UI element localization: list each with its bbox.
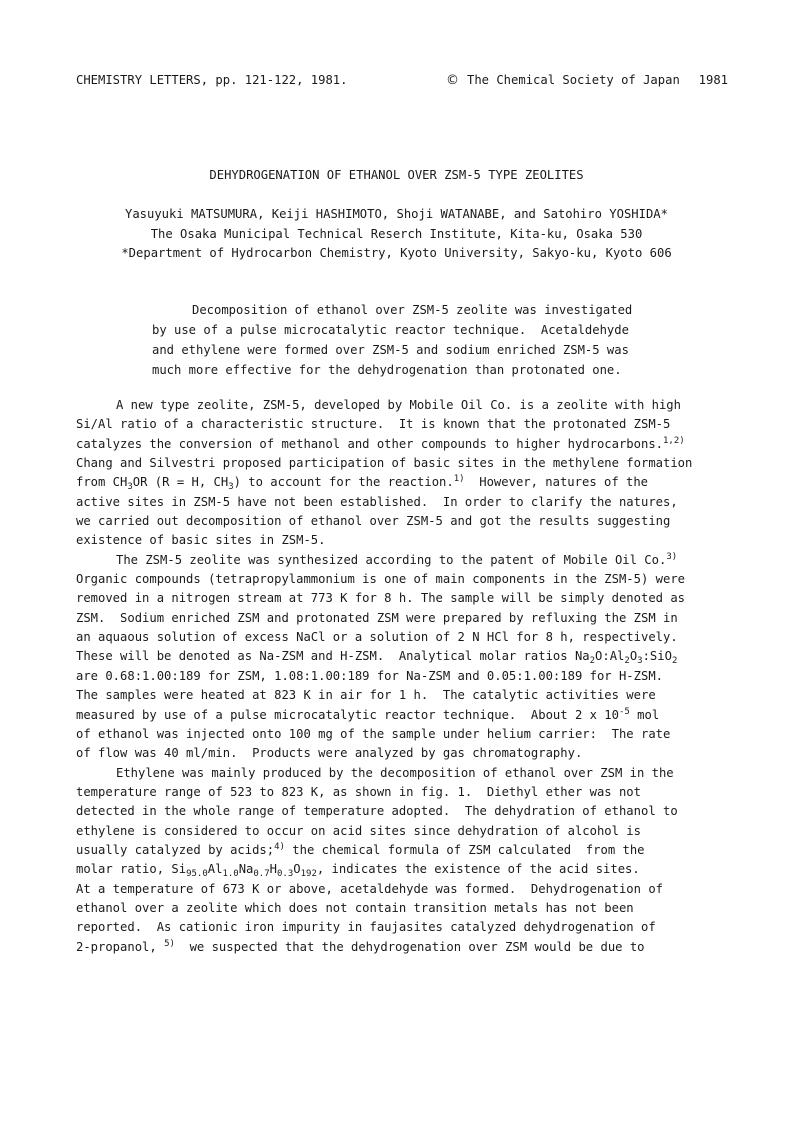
body-line: ethylene is considered to occur on acid sites since dehydration of alcohol is [76,823,641,838]
body-line: molar ratio, $Si_{95.0}Al_{1.0}Na_{0.7}H_{0.3}O_{192}$, indicates the existence of the acid sites. [76,862,640,880]
body-line: Si/Al ratio of a characteristic structure. It is known that the protonated ZSM-5 [76,417,671,432]
copyright-line [446,73,680,88]
body-line: are 0.68:1.00:189 for ZSM, 1.08:1.00:189 for Na-ZSM and 0.05:1.00:189 for H-ZSM. [76,668,663,683]
body-line: Chang and Silvestri proposed participation of basic sites in the methylene formation [76,456,693,471]
journal-citation: CHEMISTRY LETTERS, pp. 121-122, 1981. [76,73,348,87]
body-line: from $CH_3OR$ (R = H, $CH_3$) to account for the reaction.$^{1)}$ However, natures of the [76,474,649,493]
body-line: reported. As cationic iron impurity in faujasites catalyzed dehydrogenation of [76,920,656,935]
copyright-symbol: © [446,73,459,88]
running-header [76,73,728,91]
body-line: of ethanol was injected onto 100 mg of the sample under helium carrier: The rate [76,726,671,741]
body-line: of flow was 40 ml/min. Products were analyzed by gas chromatography. [76,746,583,761]
body-line: The ZSM-5 zeolite was synthesized according to the patent of Mobile Oil Co.$^{3)}$ [116,551,678,567]
paper-title: DEHYDROGENATION OF ETHANOL OVER ZSM-5 TYPE ZEOLITES [209,168,584,182]
body-line: catalyzes the conversion of methanol and other compounds to higher hydrocarbons.$^{1,2)}$ [76,435,685,451]
body-line: removed in a nitrogen stream at 773 K for 8 h. The sample will be simply denoted as [76,591,686,606]
body-line: active sites in ZSM-5 have not been established. In order to clarify the natures, [76,494,678,509]
citation-ref: 3) [666,551,678,562]
header-year: 1981 [698,73,728,87]
body-line: existence of basic sites in ZSM-5. [76,533,326,548]
citation-ref: 5) [164,938,175,949]
abstract [152,300,672,380]
body-line: These will be denoted as Na-ZSM and H-ZSM. Analytical molar ratios $Na_2O:Al_2O_3:SiO_2$ [76,649,678,667]
society-name: The Chemical Society of Japan [467,73,680,87]
body-line: detected in the whole range of temperature adopted. The dehydration of ethanol to [76,804,678,819]
abstract-line: and ethylene were formed over ZSM-5 and sodium enriched ZSM-5 was [152,343,629,357]
body-line: ethanol over a zeolite which does not contain transition metals has not been [76,900,634,915]
affiliation-1: The Osaka Municipal Technical Reserch Institute, Kita-ku, Osaka 530 [150,227,643,241]
affiliation-2: *Department of Hydrocarbon Chemistry, Kyoto University, Sakyo-ku, Kyoto 606 [121,246,672,260]
body-text [76,396,726,957]
body-line: ZSM. Sodium enriched ZSM and protonated ZSM were prepared by refluxing the ZSM in [76,610,678,625]
body-line: The samples were heated at 823 K in air for 1 h. The catalytic activities were [76,688,656,703]
abstract-line: by use of a pulse microcatalytic reactor technique. Acetaldehyde [152,323,629,337]
author-list: Yasuyuki MATSUMURA, Keiji HASHIMOTO, Shoji WATANABE, and Satohiro YOSHIDA* [125,207,668,221]
citation-ref: 4) [274,841,285,852]
body-line: Organic compounds (tetrapropylammonium is one of main components in the ZSM-5) were [76,572,686,587]
body-line: measured by use of a pulse microcatalytic reactor technique. About 2 x $10^{-5}$ mol [76,706,660,722]
body-line: an aquaous solution of excess NaCl or a solution of 2 N HCl for 8 h, respectively. [76,630,678,645]
abstract-line: Decomposition of ethanol over ZSM-5 zeolite was investigated [192,303,633,317]
body-line: A new type zeolite, ZSM-5, developed by Mobile Oil Co. is a zeolite with high [116,398,681,412]
body-line: temperature range of 523 to 823 K, as shown in fig. 1. Diethyl ether was not [76,784,641,799]
body-line: Ethylene was mainly produced by the decomposition of ethanol over ZSM in the [116,765,674,780]
body-line: usually catalyzed by acids;$^{4)}$ the chemical formula of ZSM calculated from the [76,841,645,857]
body-line: 2-propanol, $^{5)}$ we suspected that the dehydrogenation over ZSM would be due to [76,938,645,954]
citation-ref: 1,2) [663,435,685,446]
body-line: At a temperature of 673 K or above, acetaldehyde was formed. Dehydrogenation of [76,881,663,896]
citation-ref: 1) [453,474,465,485]
body-line: we carried out decomposition of ethanol over ZSM-5 and got the results suggesting [76,514,671,529]
abstract-line: much more effective for the dehydrogenation than protonated one. [152,363,622,377]
